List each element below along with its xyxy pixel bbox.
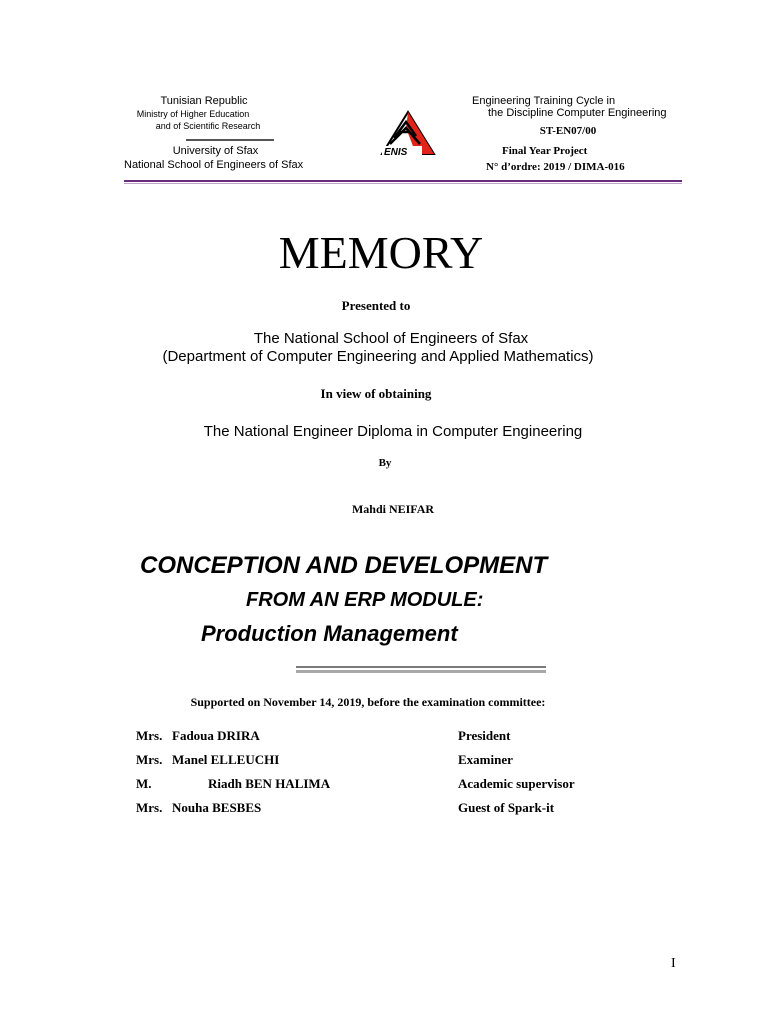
diploma-label: The National Engineer Diploma in Computer Engineering (203, 423, 583, 440)
committee-member (136, 752, 279, 768)
school-label: National School of Engineers of Sfax (124, 159, 304, 171)
presented-label: Presented to (341, 298, 411, 313)
member-name: Riadh BEN HALIMA (208, 776, 331, 791)
project-type-label: Final Year Project (502, 145, 588, 157)
order-number: N° d’ordre: 2019 / DIMA-016 (486, 161, 625, 173)
header-rule (124, 180, 682, 182)
member-name: Manel ELLEUCHI (172, 752, 280, 767)
page-title: MEMORY (278, 227, 484, 278)
project-title-line2: FROM AN ERP MODULE: (246, 589, 484, 611)
committee-member (136, 776, 330, 792)
defense-statement: Supported on November 14, 2019, before the examination committee: (190, 695, 546, 709)
ministry-label-line2: and of Scientific Research (155, 121, 261, 131)
member-role: President (458, 728, 511, 743)
logo-text: ENIS (384, 147, 408, 158)
member-title: M. (136, 776, 152, 791)
committee-member (136, 800, 261, 816)
enis-logo-icon (376, 108, 440, 158)
member-name: Nouha BESBES (172, 800, 262, 815)
school-fullname: The National School of Engineers of Sfax (253, 330, 529, 347)
member-role: Academic supervisor (458, 776, 575, 791)
by-label: By (378, 457, 392, 469)
member-name: Fadoua DRIRA (172, 728, 260, 743)
header-rule-shadow (124, 183, 682, 184)
project-title-line1: CONCEPTION AND DEVELOPMENT (140, 552, 548, 579)
member-title: Mrs. (136, 728, 163, 743)
member-title: Mrs. (136, 800, 163, 815)
republic-label: Tunisian Republic (160, 95, 248, 107)
cycle-label-line1: Engineering Training Cycle in (472, 95, 616, 107)
title-divider (296, 666, 546, 668)
in-view-label: In view of obtaining (320, 386, 432, 401)
department-label: (Department of Computer Engineering and Applied Mathematics) (162, 348, 594, 365)
ministry-label-line1: Ministry of Higher Education (136, 109, 250, 119)
doc-code: ST-EN07/00 (539, 125, 597, 137)
header-left-divider (186, 139, 274, 141)
university-label: University of Sfax (172, 145, 259, 157)
member-title: Mrs. (136, 752, 163, 767)
member-role: Examiner (458, 752, 513, 767)
page-number: I (671, 956, 676, 971)
author-name: Mahdi NEIFAR (351, 502, 435, 516)
cycle-label-line2: the Discipline Computer Engineering (488, 107, 667, 119)
member-role: Guest of Spark-it (458, 800, 555, 815)
title-divider-shadow (296, 670, 546, 673)
committee-member (136, 728, 260, 744)
project-title-line3: Production Management (201, 621, 458, 646)
